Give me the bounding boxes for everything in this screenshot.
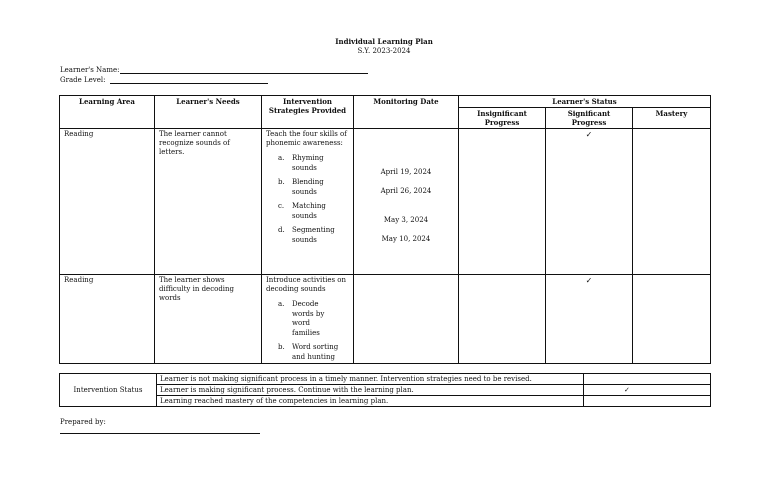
table-row xyxy=(60,129,711,275)
significant-cell[interactable] xyxy=(546,129,633,275)
significant-cell[interactable] xyxy=(546,275,633,364)
list-item: b. Word sorting and hunting xyxy=(278,343,339,361)
learning-area-cell: Reading xyxy=(60,129,155,275)
list-item: d. Segmenting sounds xyxy=(278,226,335,244)
document-title: Individual Learning Plan xyxy=(335,37,433,46)
learners-need-cell: The learner shows difficulty in decoding words xyxy=(155,275,262,364)
header-significant: Significant Progress xyxy=(546,108,633,129)
monitoring-date: May 10, 2024 xyxy=(381,235,431,243)
header-learners-needs: Learner's Needs xyxy=(155,96,262,129)
insignificant-cell[interactable] xyxy=(459,275,546,364)
header-intervention: Intervention Strategies Provided xyxy=(262,96,354,129)
header-learners-status: Learner's Status xyxy=(459,96,711,108)
header-monitoring-date: Monitoring Date xyxy=(354,96,459,129)
status-option-mastery: Learning reached mastery of the competencies in learning plan. xyxy=(157,396,584,407)
intervention-intro: Teach the four skills of phonemic awareness: xyxy=(266,130,347,147)
intervention-cell xyxy=(262,129,354,275)
monitoring-date: April 26, 2024 xyxy=(380,187,432,195)
learner-name-line[interactable] xyxy=(120,73,368,74)
learner-name-label: Learner's Name: xyxy=(60,66,120,74)
list-item: c. Matching sounds xyxy=(278,202,326,220)
insignificant-cell[interactable] xyxy=(459,129,546,275)
header-learning-area: Learning Area xyxy=(60,96,155,129)
monitoring-date-cell xyxy=(354,275,459,364)
grade-level-label: Grade Level: xyxy=(60,76,106,84)
table-row xyxy=(60,275,711,364)
list-item: a. Decode words by word families xyxy=(278,300,325,337)
intervention-cell xyxy=(262,275,354,364)
header-insignificant: Insignificant Progress xyxy=(459,108,546,129)
grade-level-line[interactable] xyxy=(110,83,268,84)
prepared-by-line[interactable] xyxy=(60,433,260,434)
intervention-status-label: Intervention Status xyxy=(60,374,157,407)
school-year: S.Y. 2023-2024 xyxy=(357,47,411,55)
header-mastery: Mastery xyxy=(633,108,711,129)
monitoring-date: April 19, 2024 xyxy=(380,168,432,176)
status-option-revise: Learner is not making significant process in a timely manner. Intervention strategies need to be revised. xyxy=(157,374,584,385)
monitoring-date-cell xyxy=(354,129,459,275)
learning-plan-table xyxy=(59,95,711,364)
learning-area-cell: Reading xyxy=(60,275,155,364)
checkmark-icon: ✓ xyxy=(585,276,593,285)
checkmark-icon: ✓ xyxy=(624,386,630,394)
list-item: a. Rhyming sounds xyxy=(278,154,324,172)
checkmark-icon: ✓ xyxy=(585,130,593,139)
prepared-by-label: Prepared by: xyxy=(60,418,106,426)
status-check-continue[interactable] xyxy=(584,385,711,396)
mastery-cell[interactable] xyxy=(633,275,711,364)
intervention-status-table xyxy=(59,373,711,407)
intervention-intro: Introduce activities on decoding sounds xyxy=(266,276,346,293)
monitoring-date: May 3, 2024 xyxy=(383,216,429,224)
status-check-revise[interactable] xyxy=(584,374,711,385)
learners-need-cell: The learner cannot recognize sounds of letters. xyxy=(155,129,262,275)
list-item: b. Blending sounds xyxy=(278,178,324,196)
status-check-mastery[interactable] xyxy=(584,396,711,407)
mastery-cell[interactable] xyxy=(633,129,711,275)
status-option-continue: Learner is making significant process. Continue with the learning plan. xyxy=(157,385,584,396)
